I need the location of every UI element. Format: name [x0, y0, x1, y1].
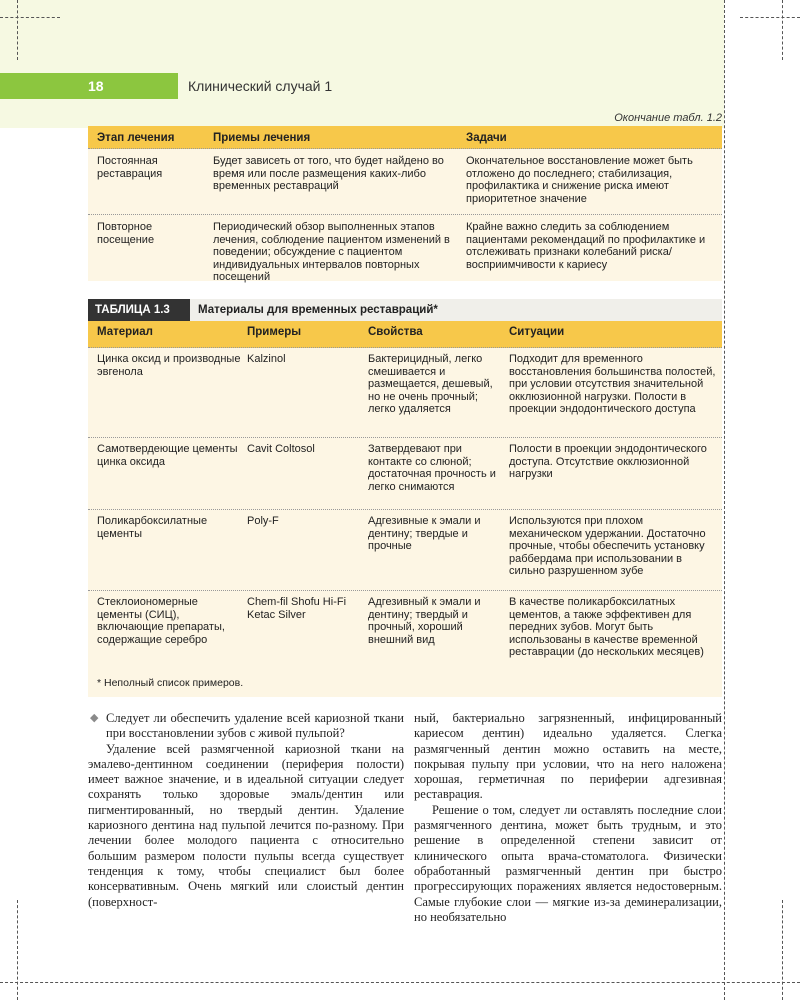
header-cell: Этап лечения — [97, 132, 175, 144]
table-cell: Поликарбоксилатные цементы — [97, 515, 208, 540]
table-cell: Kalzinol — [247, 353, 286, 365]
table-cell: Подходит для временного восстановления большинства полостей, при условии отсутствия значительной окклюзионной нагрузки. Полости в проекции эндодонтического доступа — [509, 353, 716, 415]
crop-mark — [782, 0, 783, 60]
table-cell: Полости в проекции эндодонтического доступа. Отсутствие окклюзионной нагрузки — [509, 443, 707, 480]
table-row — [88, 510, 722, 591]
question-paragraph — [88, 711, 404, 742]
crop-mark — [0, 17, 60, 18]
body-paragraph: Удаление всей размягченной кариозной ткани на эмалево-дентинном соединении (периферия полости) имеет важное значение, и в идеальной ситуации следует сохранять только здоровые эмаль/дентин или пигментированный, но твердый дентин. Удаление кариозного дентина над пульпой лечится по-разному. При лечении более молодого пациента с относительно большим размером полости пульпы всегда существует тенденция к тому, чтобы специалист был более консервативным. Очень мягкий или слоистый дентин (поверхност- — [88, 741, 404, 909]
table-cell: Периодический обзор выполненных этапов лечения, соблюдение пациентом изменений в поведении; обсуждение с пациентом индивидуальных интервалов повторных посещений — [213, 221, 450, 283]
table-cell: Стеклоиономерные цементы (СИЦ), включающие препараты, содержащие серебро — [97, 596, 225, 646]
table-cell: Адгезивные к эмали и дентину; твердые и прочные — [368, 515, 481, 552]
table-header-row — [88, 321, 722, 348]
table-title: Материалы для временных реставраций* — [198, 304, 438, 316]
text-column-left — [88, 711, 404, 910]
header-cell: Ситуации — [509, 326, 565, 338]
table-cell: Будет зависеть от того, что будет найдено во время или после размещения каких-либо временных реставраций — [213, 155, 444, 192]
trim-line — [724, 0, 725, 1000]
table-1-3 — [88, 321, 722, 697]
question-text: Следует ли обеспечить удаление всей кариозной ткани при восстановлении зубов с живой пульпой? — [106, 711, 404, 741]
table-row — [88, 215, 722, 283]
header-cell: Свойства — [368, 326, 423, 338]
table-cell: Затвердевают при контакте со слюной; достаточная прочность и легко снимаются — [368, 443, 496, 493]
table-title-bar — [88, 299, 722, 321]
table-cell: Цинка оксид и производные эвгенола — [97, 353, 241, 378]
table-label: ТАБЛИЦА 1.3 — [88, 299, 190, 321]
table-cell: Крайне важно следить за соблюдением пациентами рекомендаций по профилактике и отслеживать признаки колебаний риска/восприимчивости к кариесу — [466, 221, 706, 271]
body-paragraph: ный, бактериально загрязненный, инфицированный кариесом дентин) идеально удаляется. Слегка размягченный дентин можно оставить на месте, покрывая пульпу при условии, что на него наложена хорошая, герметичная по периферии адгезивная реставрация. — [414, 711, 722, 802]
running-head: Клинический случай 1 — [188, 78, 333, 94]
crop-mark — [17, 0, 18, 60]
table-cell: Chem-fil Shofu Hi-Fi Ketac Silver — [247, 596, 347, 621]
text-column-right — [414, 711, 722, 925]
table-cell: Бактерицидный, легко смешивается и размещается, дешевый, но не очень прочный; легко удаляется — [368, 353, 493, 415]
right-margin — [724, 0, 800, 1000]
top-band — [0, 0, 724, 128]
table-row — [88, 149, 722, 215]
crop-mark — [782, 900, 783, 1000]
page-number: 18 — [0, 73, 178, 99]
table-cell: Окончательное восстановление может быть отложено до последнего; стабилизация, профилактика и снижение риска имеют приоритетное значение — [466, 155, 693, 205]
crop-mark — [740, 17, 800, 18]
table-cell: Адгезивный к эмали и дентину; твердый и прочный, хороший внешний вид — [368, 596, 481, 646]
table-cell: Самотвердеющие цементы цинка оксида — [97, 443, 238, 468]
diamond-bullet-icon: ◆ — [90, 712, 99, 724]
header-cell: Задачи — [466, 132, 507, 144]
table-cell: В качестве поликарбоксилатных цементов, а также эффективен для передних зубов. Могут быть использованы в качестве временной реставрации (до нескольких месяцев) — [509, 596, 704, 658]
table-cell: Используются при плохом механическом удержании. Достаточно прочные, чтобы обеспечить установку раббердама при использовании в сильно разрушенном зубе — [509, 515, 706, 577]
table-cell: Постоянная реставрация — [97, 155, 163, 180]
table-cell: Poly-F — [247, 515, 279, 527]
header-cell: Примеры — [247, 326, 302, 338]
table-caption: Окончание табл. 1.2 — [614, 112, 722, 124]
table-cell: Cavit Coltosol — [247, 443, 315, 455]
table-row — [88, 591, 722, 674]
table-cell: Повторное посещение — [97, 221, 155, 246]
header-cell: Приемы лечения — [213, 132, 311, 144]
header-cell: Материал — [97, 326, 153, 338]
table-row — [88, 348, 722, 438]
table-header-row — [88, 126, 722, 149]
crop-mark — [0, 982, 800, 983]
body-paragraph: Решение о том, следует ли оставлять последние слои размягченного дентина, может быть трудным, и это решение в определенной степени зависит от клинического опыта врача-стоматолога. Физически обработанный размягченный дентин при быстро прогрессирующих поражениях является недостоверным. Самые глубокие слои — мягкие из-за деминерализации, но необязательно — [414, 802, 722, 924]
crop-mark — [17, 900, 18, 1000]
table-1-2 — [88, 126, 722, 281]
table-row — [88, 438, 722, 510]
table-footnote: * Неполный список примеров. — [97, 677, 244, 689]
